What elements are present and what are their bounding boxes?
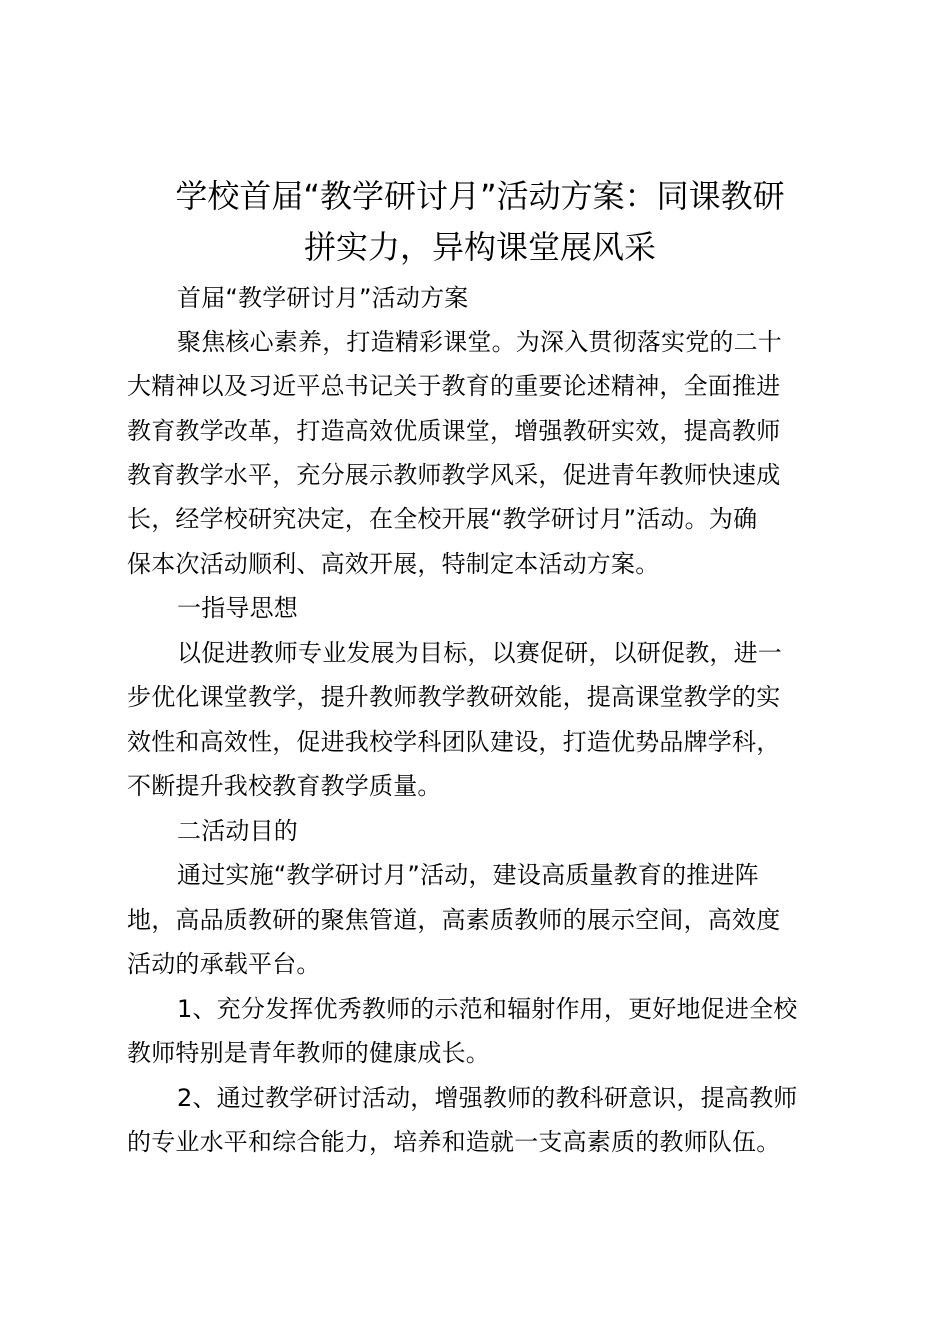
paragraph-line: 教育教学改革，打造高效优质课堂，增强教研实效，提高教师 bbox=[127, 417, 781, 445]
paragraph-line: 保本次活动顺利、高效开展，特制定本活动方案。 bbox=[127, 550, 660, 578]
paragraph-line: 教育教学水平，充分展示教师教学风采，促进青年教师快速成 bbox=[127, 461, 781, 489]
paragraph-line: 长，经学校研究决定，在全校开展“教学研讨月”活动。为确 bbox=[127, 505, 758, 533]
list-item: 2、通过教学研讨活动，增强教师的教科研意识，提高教师 bbox=[177, 1084, 798, 1112]
title-line-1: 学校首届“教学研讨月”活动方案：同课教研 bbox=[175, 177, 785, 215]
list-item: 1、充分发挥优秀教师的示范和辐射作用，更好地促进全校 bbox=[177, 995, 798, 1023]
section-heading: 一指导思想 bbox=[177, 594, 298, 622]
subtitle: 首届“教学研讨月”活动方案 bbox=[177, 284, 469, 312]
paragraph-line: 以促进教师专业发展为目标，以赛促研，以研促教，进一 bbox=[177, 639, 782, 667]
list-item-continuation: 的专业水平和综合能力，培养和造就一支高素质的教师队伍。 bbox=[127, 1128, 781, 1156]
paragraph-line: 大精神以及习近平总书记关于教育的重要论述精神，全面推进 bbox=[127, 372, 781, 400]
title-line-2: 拼实力，异构课堂展风采 bbox=[303, 228, 656, 266]
paragraph-line: 聚焦核心素养，打造精彩课堂。为深入贯彻落实党的二十 bbox=[177, 328, 782, 356]
list-item-continuation: 教师特别是青年教师的健康成长。 bbox=[127, 1039, 490, 1067]
section-heading: 二活动目的 bbox=[177, 817, 298, 845]
paragraph-line: 不断提升我校教育教学质量。 bbox=[127, 772, 442, 800]
paragraph-line: 活动的承载平台。 bbox=[127, 950, 321, 978]
paragraph-line: 步优化课堂教学，提升教师教学教研效能，提高课堂教学的实 bbox=[127, 683, 781, 711]
paragraph-line: 通过实施“教学研讨月”活动，建设高质量教育的推进阵 bbox=[177, 861, 759, 889]
paragraph-line: 地，高品质教研的聚焦管道，高素质教师的展示空间，高效度 bbox=[127, 906, 781, 934]
paragraph-line: 效性和高效性，促进我校学科团队建设，打造优势品牌学科， bbox=[127, 728, 781, 756]
